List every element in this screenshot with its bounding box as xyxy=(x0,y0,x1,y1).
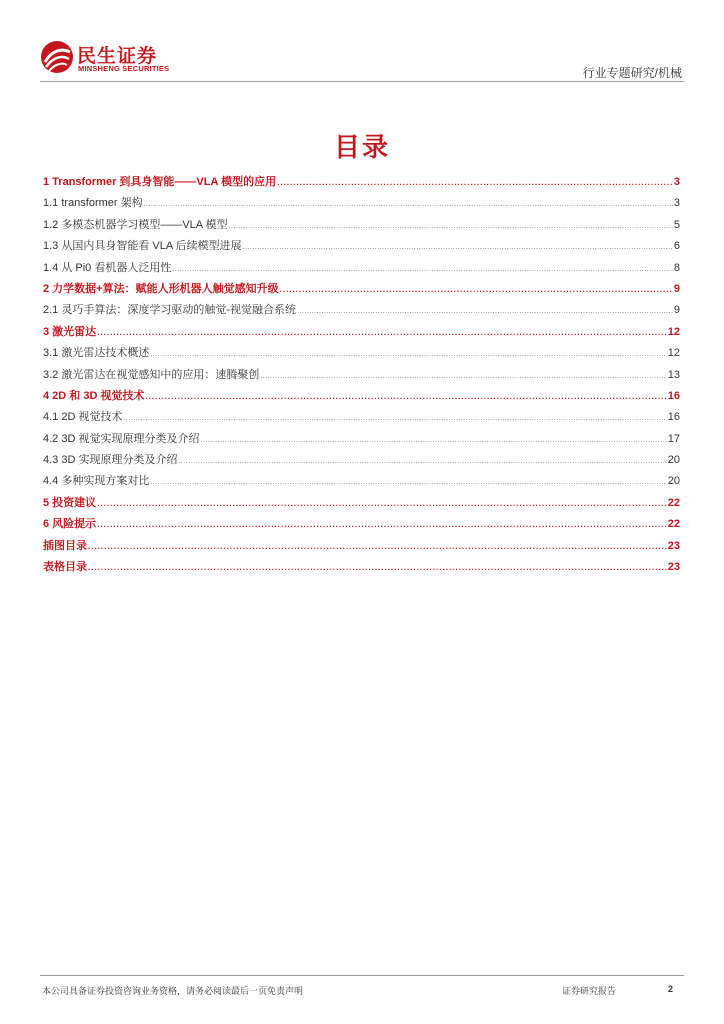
report-category: 行业专题研究/机械 xyxy=(582,66,682,80)
toc-entry-page[interactable]: 5 xyxy=(673,218,680,231)
toc-dot-leader xyxy=(297,308,673,315)
toc-entry-title[interactable]: 4.1 2D 视觉技术 xyxy=(43,411,123,424)
toc-entry-title[interactable]: 插图目录 xyxy=(43,539,87,552)
toc-dot-leader xyxy=(200,437,666,444)
toc-entry-title[interactable]: 表格目录 xyxy=(43,561,87,574)
toc-entry-title[interactable]: 4.4 多种实现方案对比 xyxy=(43,475,150,488)
toc-entry[interactable] xyxy=(43,323,680,344)
footer-divider xyxy=(40,975,684,976)
toc-entry[interactable] xyxy=(43,387,680,408)
toc-entry-title[interactable]: 2.1 灵巧手算法：深度学习驱动的触觉-视觉融合系统 xyxy=(43,304,297,317)
toc-dot-leader xyxy=(150,479,666,486)
footer-page-number: 2 xyxy=(668,984,674,994)
toc-entry-page[interactable]: 16 xyxy=(667,389,680,402)
toc-entry-page[interactable]: 22 xyxy=(667,496,680,509)
toc-entry[interactable] xyxy=(43,451,680,472)
toc-entry-page[interactable]: 9 xyxy=(673,282,680,295)
logo-english-name: MINSHENG SECURITIES xyxy=(78,64,170,73)
footer-doc-type: 证券研究报告 xyxy=(562,986,617,996)
toc-dot-leader xyxy=(178,458,666,465)
toc-dot-leader xyxy=(123,415,666,422)
toc-entry[interactable] xyxy=(43,216,680,237)
toc-entry-title[interactable]: 4.2 3D 视觉实现原理分类及介绍 xyxy=(43,432,200,445)
toc-entry-title[interactable]: 3 激光雷达 xyxy=(43,325,97,338)
footer-disclaimer: 本公司具备证券投资咨询业务资格，请务必阅读最后一页免责声明 xyxy=(42,986,304,996)
toc-entry[interactable] xyxy=(43,472,680,493)
toc-dot-leader xyxy=(145,392,666,401)
toc-entry-page[interactable]: 3 xyxy=(673,176,680,188)
toc-dot-leader xyxy=(150,351,666,358)
toc-entry-page[interactable]: 6 xyxy=(673,240,680,253)
toc-entry-page[interactable]: 12 xyxy=(667,347,680,360)
toc-entry-title[interactable]: 4.3 3D 实现原理分类及介绍 xyxy=(43,454,178,467)
toc-dot-leader xyxy=(88,563,667,572)
toc-entry[interactable] xyxy=(43,173,680,194)
toc-entry-page[interactable]: 20 xyxy=(667,454,680,467)
toc-entry-title[interactable]: 2 力学数据+算法：赋能人形机器人触觉感知升级 xyxy=(43,282,279,295)
toc-entry-page[interactable]: 16 xyxy=(667,411,680,424)
toc-dot-leader xyxy=(88,542,667,551)
toc-dot-leader xyxy=(243,244,673,251)
toc-entry[interactable] xyxy=(43,494,680,515)
toc-entry-page[interactable]: 12 xyxy=(667,325,680,338)
toc-entry[interactable] xyxy=(43,280,680,301)
toc-entry-page[interactable]: 3 xyxy=(673,197,680,210)
toc-entry-title[interactable]: 1.3 从国内具身智能看 VLA 后续模型进展 xyxy=(43,240,242,253)
toc-entry-title[interactable]: 1.2 多模态机器学习模型——VLA 模型 xyxy=(43,218,228,231)
toc-dot-leader xyxy=(172,266,673,273)
toc-entry[interactable] xyxy=(43,366,680,387)
table-of-contents xyxy=(43,173,680,579)
toc-entry[interactable] xyxy=(43,344,680,365)
toc-entry-title[interactable]: 1 Transformer 到具身智能——VLA 模型的应用 xyxy=(43,176,277,188)
toc-entry-title[interactable]: 1.1 transformer 架构 xyxy=(43,197,143,210)
toc-entry[interactable] xyxy=(43,430,680,451)
minsheng-logo-icon xyxy=(40,40,74,74)
toc-entry[interactable] xyxy=(43,301,680,322)
toc-heading: 目录 xyxy=(333,132,390,162)
toc-entry-page[interactable]: 8 xyxy=(673,261,680,274)
toc-entry-title[interactable]: 6 风险提示 xyxy=(43,518,97,531)
toc-entry[interactable] xyxy=(43,237,680,258)
toc-entry-title[interactable]: 5 投资建议 xyxy=(43,496,97,509)
toc-entry[interactable] xyxy=(43,259,680,280)
toc-entry-title[interactable]: 3.1 激光雷达技术概述 xyxy=(43,347,150,360)
logo-chinese-name: 民生证券 xyxy=(77,46,158,67)
toc-entry[interactable] xyxy=(43,558,680,579)
toc-entry-page[interactable]: 23 xyxy=(667,561,680,574)
toc-dot-leader xyxy=(280,285,673,294)
toc-entry-title[interactable]: 3.2 激光雷达在视觉感知中的应用：速腾聚创 xyxy=(43,368,260,381)
toc-entry-page[interactable]: 17 xyxy=(667,432,680,445)
toc-entry-page[interactable]: 13 xyxy=(667,368,680,381)
toc-dot-leader xyxy=(144,201,673,208)
toc-entry[interactable] xyxy=(43,408,680,429)
toc-dot-leader xyxy=(229,223,673,230)
toc-dot-leader xyxy=(97,499,667,508)
toc-entry-page[interactable]: 23 xyxy=(667,539,680,552)
toc-entry[interactable] xyxy=(43,194,680,215)
toc-entry[interactable] xyxy=(43,537,680,558)
toc-entry-title[interactable]: 4 2D 和 3D 视觉技术 xyxy=(43,389,145,402)
toc-dot-leader xyxy=(97,328,667,337)
page-header xyxy=(40,38,684,82)
toc-dot-leader xyxy=(260,373,666,380)
toc-dot-leader xyxy=(277,178,673,187)
toc-entry-page[interactable]: 22 xyxy=(667,518,680,531)
header-divider xyxy=(40,81,684,82)
toc-entry-title[interactable]: 1.4 从 Pi0 看机器人泛用性 xyxy=(43,261,172,274)
toc-entry[interactable] xyxy=(43,515,680,536)
toc-dot-leader xyxy=(97,520,667,529)
toc-entry-page[interactable]: 9 xyxy=(673,304,680,317)
toc-entry-page[interactable]: 20 xyxy=(667,475,680,488)
